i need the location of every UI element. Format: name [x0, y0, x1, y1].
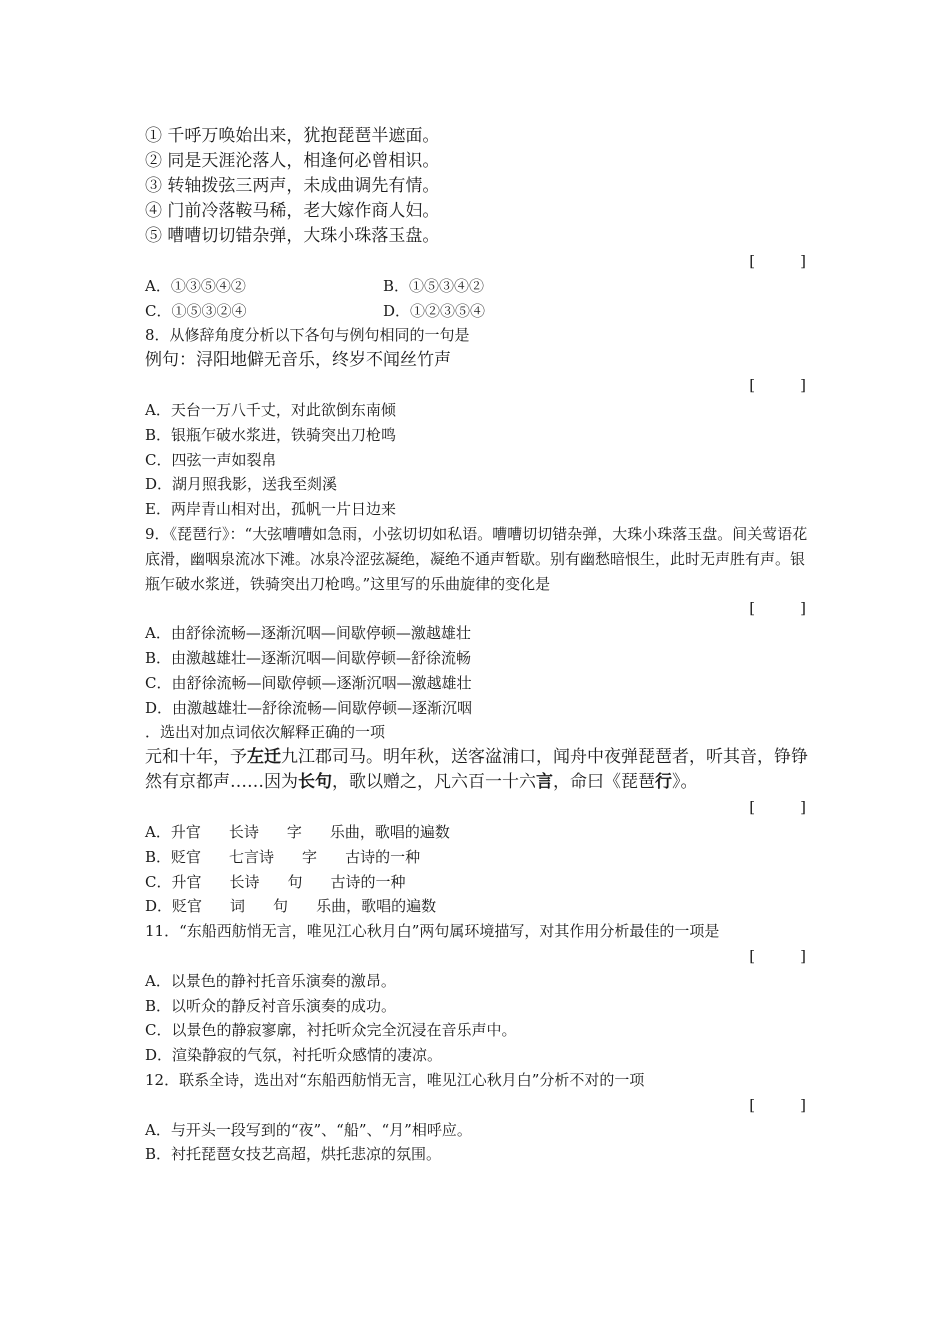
q8-option-b: B．银瓶乍破水浆进，铁骑突出刀枪鸣	[145, 425, 397, 444]
q8-option-c: C．四弦一声如裂帛	[145, 450, 277, 469]
q7-option-a: A．①③⑤④②	[145, 276, 246, 295]
dotted-word-changju: 长句	[298, 772, 332, 793]
q9-answer-bracket: [ ]	[749, 599, 806, 618]
q10-answer-bracket: [ ]	[749, 798, 806, 817]
q9-stem: 9．《琵琶行》：“大弦嘈嘈如急雨，小弦切切如私语。嘈嘈切切错杂弹，大珠小珠落玉盘。间关莺语花底滑，幽咽泉流冰下滩。冰泉冷涩弦凝绝，凝绝不通声暂歇。别有幽愁暗恨生，此时无声胜有声。银瓶乍破水浆迸，铁骑突出刀枪鸣。”这里写的乐曲旋律的变化是	[145, 524, 808, 593]
q8-option-a: A．天台一万八千丈，对此欲倒东南倾	[145, 400, 396, 419]
q7-answer-bracket: [ ]	[749, 252, 806, 270]
dotted-word-xing: 行	[655, 772, 672, 793]
q8-example: 例句：浔阳地僻无音乐，终岁不闻丝竹声	[145, 350, 451, 371]
q11-answer-bracket: [ ]	[749, 946, 806, 965]
q7-options-row-1	[145, 274, 810, 299]
q7-option-c: C．①⑤③②④	[145, 301, 247, 320]
q11-option-a: A．以景色的静衬托音乐演奏的激昂。	[145, 971, 396, 990]
q12-stem: 12．联系全诗，选出对“东船西舫悄无言，唯见江心秋月白”分析不对的一项	[145, 1070, 645, 1089]
q7-option-d: D．①②③⑤④	[383, 301, 486, 320]
q10-option-d: D．贬官 词 句 乐曲，歌唱的遍数	[145, 897, 437, 916]
q8-option-d: D．湖月照我影，送我至剡溪	[145, 475, 338, 494]
q8-option-e: E．两岸青山相对出，孤帆一片日边来	[145, 500, 396, 519]
q8-answer-bracket: [ ]	[749, 376, 806, 395]
q8-stem: 8．从修辞角度分析以下各句与例句相同的一句是	[145, 326, 470, 345]
q10-option-a: A．升官 长诗 字 乐曲，歌唱的遍数	[145, 822, 450, 841]
q7-line-5: ⑤ 嘈嘈切切错杂弹，大珠小珠落玉盘。	[145, 226, 440, 246]
q10-option-b: B．贬官 七言诗 字 古诗的一种	[145, 847, 421, 866]
q11-option-d: D．渲染静寂的气氛，衬托听众感情的凄凉。	[145, 1046, 443, 1065]
q9-option-d: D．由激越雄壮—舒徐流畅—间歇停顿—逐渐沉咽	[145, 698, 473, 717]
q9-option-c: C．由舒徐流畅—间歇停顿—逐渐沉咽—激越雄壮	[145, 673, 472, 692]
q11-stem: 11．“东船西舫悄无言，唯见江心秋月白”两句属环境描写，对其作用分析最佳的一项是	[145, 922, 720, 941]
q10-stem: ．选出对加点词依次解释正确的一项	[145, 723, 386, 742]
q10-passage: 元和十年，予左迁九江郡司马。明年秋，送客湓浦口，闻舟中夜弹琵琶者，听其音，铮铮然有京都声……因为长句，歌以赠之，凡六百一十六言，命曰《琵琶行》。	[145, 747, 808, 793]
q12-answer-bracket: [ ]	[749, 1095, 806, 1114]
q9-option-a: A．由舒徐流畅—逐渐沉咽—间歇停顿—激越雄壮	[145, 624, 471, 643]
q10-option-c: C．升官 长诗 句 古诗的一种	[145, 872, 406, 891]
q11-option-b: B．以听众的静反衬音乐演奏的成功。	[145, 996, 397, 1015]
q7-options-row-2	[145, 299, 810, 324]
q9-option-b: B．由激越雄壮—逐渐沉咽—间歇停顿—舒徐流畅	[145, 648, 472, 667]
dotted-word-zuoqian: 左迁	[247, 747, 281, 768]
q7-line-4: ④ 门前冷落鞍马稀，老大嫁作商人妇。	[145, 201, 440, 221]
q12-option-b: B．衬托琵琶女技艺高超，烘托悲凉的氛围。	[145, 1145, 442, 1164]
document-content	[145, 124, 810, 1167]
q11-option-c: C．以景色的静寂寥廓，衬托听众完全沉浸在音乐声中。	[145, 1021, 517, 1040]
q7-line-1: ① 千呼万唤始出来，犹抱琵琶半遮面。	[145, 126, 440, 146]
dotted-word-yan: 言	[536, 772, 553, 793]
q7-line-2: ② 同是天涯沦落人，相逢何必曾相识。	[145, 151, 440, 171]
q7-option-b: B．①⑤③④②	[383, 276, 485, 295]
q7-line-3: ③ 转轴拨弦三两声，未成曲调先有情。	[145, 176, 440, 196]
q12-option-a: A．与开头一段写到的“夜”、“船”、“月”相呼应。	[145, 1120, 472, 1139]
